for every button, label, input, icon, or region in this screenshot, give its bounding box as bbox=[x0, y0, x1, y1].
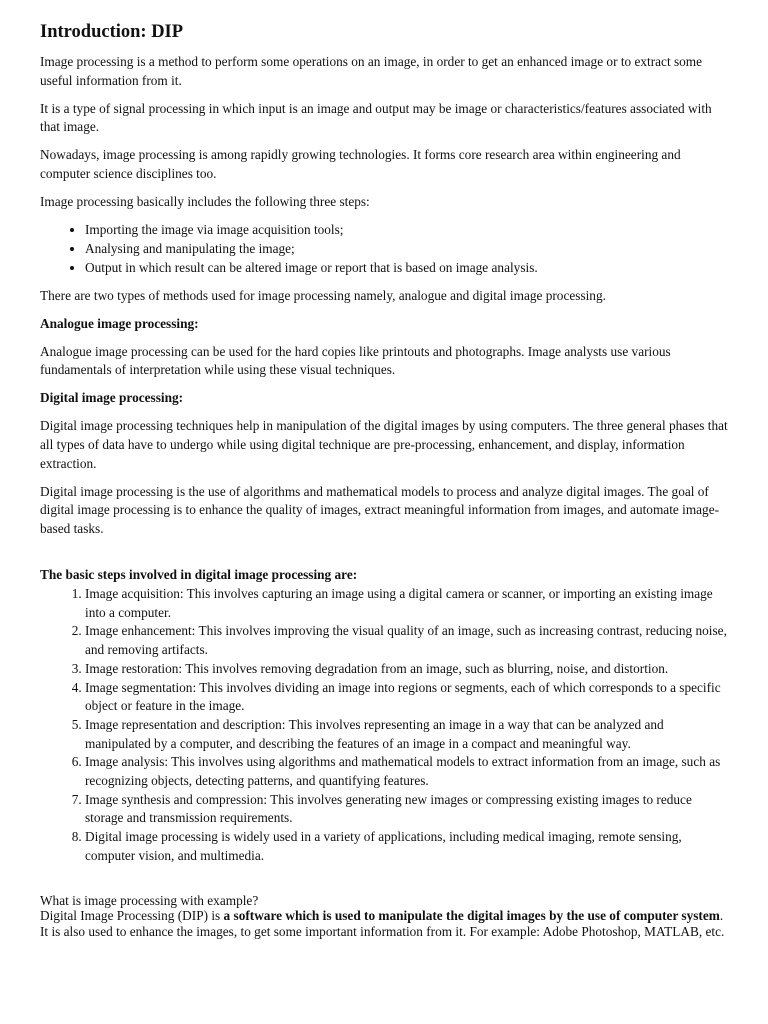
list-item: 7. Image synthesis and compression: This involves generating new images or compressing existing images to reduce storage and transmission requirements. bbox=[85, 791, 732, 828]
basic-steps-list bbox=[40, 585, 732, 866]
list-item: • Analysing and manipulating the image; bbox=[85, 240, 732, 259]
paragraph: Image processing basically includes the following three steps: bbox=[40, 194, 370, 210]
answer-text: Digital Image Processing (DIP) is bbox=[40, 908, 224, 924]
paragraph: Analogue image processing can be used for the hard copies like printouts and photographs. Image analysts use various fundamentals of interpretation while using these visual techniques. bbox=[40, 343, 671, 378]
faq-question: What is image processing with example? bbox=[40, 892, 259, 908]
section-heading bbox=[40, 315, 732, 334]
section-heading bbox=[40, 566, 732, 585]
list-item: 5. Image representation and description: This involves representing an image in a way that can be analyzed and manipulated by a computer, and describing the features of an image in a compact and meaningful way. bbox=[85, 716, 732, 753]
paragraph: Image processing is a method to perform some operations on an image, in order to get an enhanced image or to extract some useful information from it. bbox=[40, 54, 703, 88]
list-item: 8. Digital image processing is widely used in a variety of applications, including medical imaging, remote sensing, computer vision, and multimedia. bbox=[85, 828, 732, 865]
analogue-heading: Analogue image processing: bbox=[40, 315, 199, 331]
paragraph: Digital image processing is the use of algorithms and mathematical models to process and analyze digital images. The goal of digital image processing is to enhance the quality of images, extract meaningful information from images, and automate image-based tasks. bbox=[40, 483, 720, 537]
paragraph: Digital image processing techniques help in manipulation of the digital images by using computers. The three general phases that all types of data have to undergo while using digital technique are pre-processing, enhancement, and display, information extraction. bbox=[40, 418, 728, 471]
basic-steps-heading: The basic steps involved in digital image processing are: bbox=[40, 567, 358, 583]
page-title: Introduction: DIP bbox=[40, 22, 184, 42]
answer-bold-text: a software which is used to manipulate the digital images by the use of computer system bbox=[223, 908, 720, 924]
list-item: 3. Image restoration: This involves removing degradation from an image, such as blurring, noise, and distortion. bbox=[85, 660, 732, 679]
digital-heading: Digital image processing: bbox=[40, 390, 184, 406]
paragraph: There are two types of methods used for image processing namely, analogue and digital image processing. bbox=[40, 287, 606, 303]
list-item: 1. Image acquisition: This involves capturing an image using a digital camera or scanner, or importing an existing image into a computer. bbox=[85, 585, 732, 622]
list-item: • Output in which result can be altered image or report that is based on image analysis. bbox=[85, 259, 732, 278]
answer-text: . It is also used to enhance the images, to get some important information from it. For example: Adobe Photoshop, MATLAB, etc. bbox=[40, 908, 725, 939]
document-page bbox=[40, 20, 732, 939]
faq-answer bbox=[40, 908, 732, 939]
list-item: • Importing the image via image acquisition tools; bbox=[85, 221, 732, 240]
list-item: 2. Image enhancement: This involves improving the visual quality of an image, such as increasing contrast, reducing noise, and removing artifacts. bbox=[85, 622, 732, 659]
section-heading bbox=[40, 389, 732, 408]
paragraph: Nowadays, image processing is among rapidly growing technologies. It forms core research area within engineering and computer science disciplines too. bbox=[40, 147, 681, 182]
list-item: 4. Image segmentation: This involves dividing an image into regions or segments, each of which corresponds to a specific object or feature in the image. bbox=[85, 679, 732, 716]
paragraph: It is a type of signal processing in which input is an image and output may be image or characteristics/features associated with that image. bbox=[40, 100, 712, 135]
list-item: 6. Image analysis: This involves using algorithms and mathematical models to extract information from an image, such as recognizing objects, detecting patterns, and quantifying features. bbox=[85, 753, 732, 790]
steps-list bbox=[40, 221, 732, 277]
